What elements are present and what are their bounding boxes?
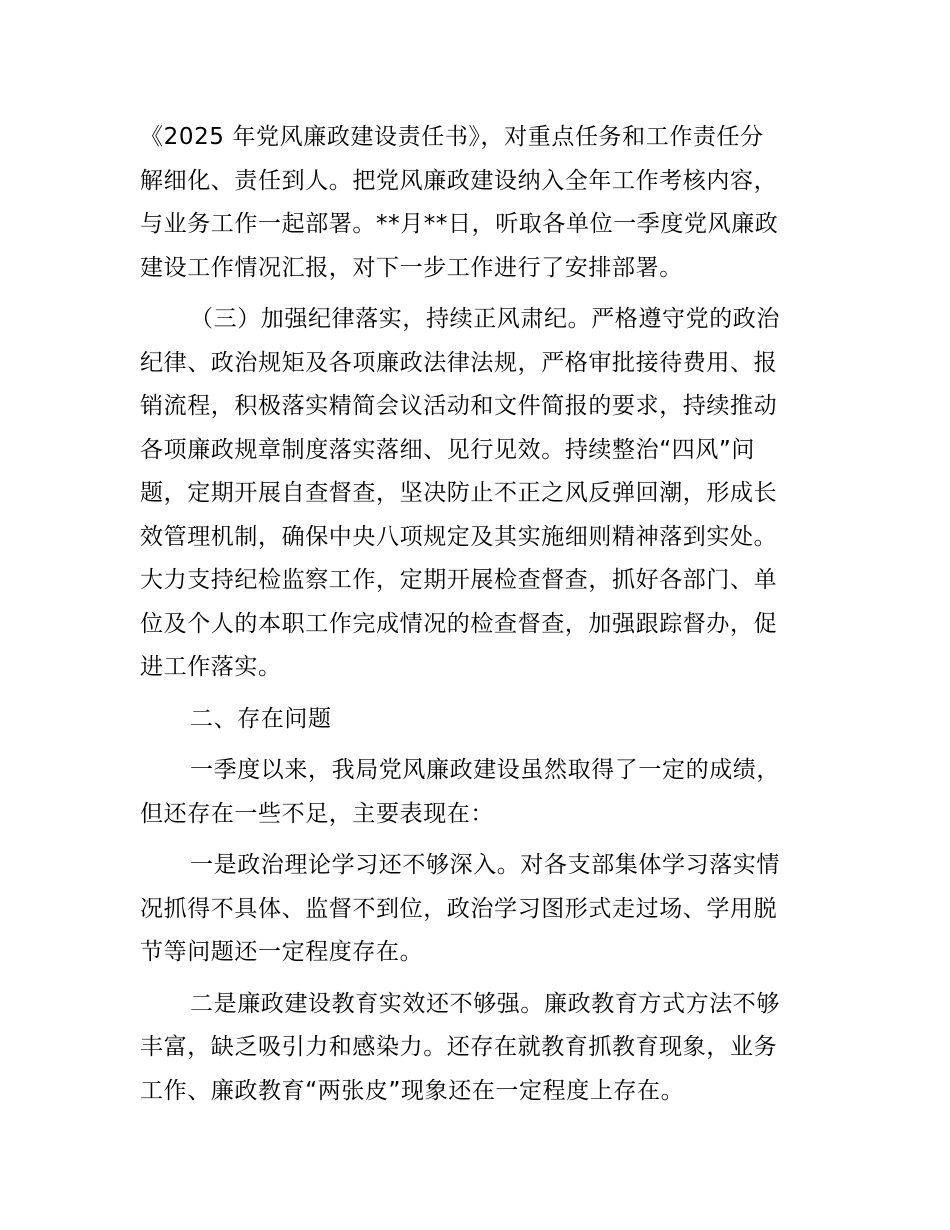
text-line: 一是政治理论学习还不够深入。对各支部集体学习落实情 bbox=[190, 852, 780, 878]
text-line: 丰富，缺乏吸引力和感染力。还存在就教育抓教育现象，业务 bbox=[140, 1034, 778, 1060]
text-line: 销流程，积极落实精简会议活动和文件简报的要求，持续推动 bbox=[140, 393, 778, 419]
paragraph-problem-two bbox=[140, 983, 812, 1114]
paragraph-problem-one bbox=[140, 844, 812, 975]
text-line: 大力支持纪检监察工作，定期开展检查督查，抓好各部门、单 bbox=[140, 567, 778, 593]
paragraph-responsibility-book bbox=[140, 116, 812, 290]
text-line: 与业务工作一起部署。**月**日，听取各单位一季度党风廉政 bbox=[140, 211, 779, 237]
text-line: 题，定期开展自查督查，坚决防止不正之风反弹回潮，形成长 bbox=[140, 480, 778, 506]
text-line: 节等问题还一定程度存在。 bbox=[140, 939, 424, 965]
text-line: （三）加强纪律落实，持续正风肃纪。严格遵守党的政治 bbox=[190, 306, 780, 332]
text-line: 进工作落实。 bbox=[140, 654, 282, 680]
section-heading-problems bbox=[140, 698, 812, 742]
text-line: 各项廉政规章制度落实落细、见行见效。持续整治“四风”问 bbox=[140, 436, 756, 463]
section-heading: 二、存在问题 bbox=[190, 705, 332, 732]
text-line: 一季度以来，我局党风廉政建设虽然取得了一定的成绩， bbox=[190, 757, 780, 783]
text-line: 二是廉政建设教育实效还不够强。廉政教育方式方法不够 bbox=[190, 990, 780, 1017]
text-line: 效管理机制，确保中央八项规定及其实施细则精神落到实处。 bbox=[140, 523, 778, 550]
text-line: 但还存在一些不足，主要表现在： bbox=[140, 800, 494, 827]
paragraph-discipline bbox=[140, 298, 812, 690]
text-line: 解细化、责任到人。把党风廉政建设纳入全年工作考核内容， bbox=[140, 167, 778, 194]
text-line: 《2025 年党风廉政建设责任书》，对重点任务和工作责任分 bbox=[140, 124, 764, 150]
text-line: 纪律、政治规矩及各项廉政法律法规，严格审批接待费用、报 bbox=[140, 349, 778, 376]
document-body bbox=[140, 116, 812, 1113]
text-line: 况抓得不具体、监督不到位，政治学习图形式走过场、学用脱 bbox=[140, 895, 778, 922]
text-line: 位及个人的本职工作完成情况的检查督查，加强跟踪督办，促 bbox=[140, 610, 778, 637]
text-line: 建设工作情况汇报，对下一步工作进行了安排部署。 bbox=[140, 254, 683, 281]
text-line: 工作、廉政教育“两张皮”现象还在一定程度上存在。 bbox=[140, 1077, 685, 1104]
paragraph-problems-intro bbox=[140, 749, 812, 836]
